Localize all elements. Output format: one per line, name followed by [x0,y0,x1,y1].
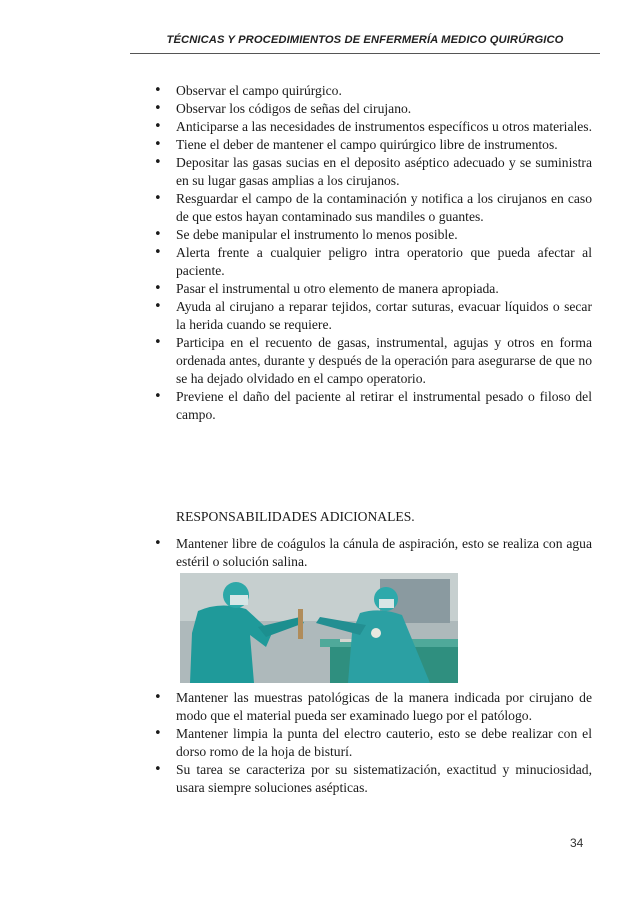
list-item: • Tiene el deber de mantener el campo quirúrgico libre de instrumentos. [150,136,592,154]
page-number: 34 [570,836,584,850]
list-item: • Observar los códigos de señas del cirujano. [150,100,592,118]
list-item: • Ayuda al cirujano a reparar tejidos, cortar suturas, evacuar líquidos o secar la herida cuando se requiere. [150,298,592,334]
photo-glove [371,628,381,638]
running-header: TÉCNICAS Y PROCEDIMIENTOS DE ENFERMERÍA MEDICO QUIRÚRGICO [166,34,564,46]
list-item: • Mantener las muestras patológicas de la manera indicada por cirujano de modo que el material pueda ser examinado luego por el patólogo. [150,689,592,725]
additional-list-continued [150,689,592,797]
duties-list [150,82,592,424]
list-item: • Resguardar el campo de la contaminación y notifica a los cirujanos en caso de que estos hayan contaminado sus mandiles o guantes. [150,190,592,226]
list-item: • Depositar las gasas sucias en el deposito aséptico adecuado y se suministra en su lugar gasas amplias a los cirujanos. [150,154,592,190]
list-item: • Participa en el recuento de gasas, instrumental, agujas y otros en forma ordenada antes, durante y después de la operación para asegurarse de que no se ha dejado olvidado en el campo operatorio. [150,334,592,388]
list-item: • Se debe manipular el instrumento lo menos posible. [150,226,592,244]
section-heading: RESPONSABILIDADES ADICIONALES. [176,509,415,524]
list-item: • Observar el campo quirúrgico. [150,82,592,100]
list-item: • Anticiparse a las necesidades de instrumentos específicos u otros materiales. [150,118,592,136]
header-rule [130,53,600,54]
list-item: • Alerta frente a cualquier peligro intra operatorio que pueda afectar al paciente. [150,244,592,280]
photo-illustration [180,573,458,683]
list-item: • Mantener limpia la punta del electro cauterio, esto se debe realizar con el dorso romo de la hoja de bisturí. [150,725,592,761]
photo-nurse-right-mask [379,599,394,608]
list-item: • Mantener libre de coágulos la cánula de aspiración, esto se realiza con agua estéril o solución salina. [150,535,592,571]
photo-instrument [298,609,303,639]
additional-list [150,535,592,571]
list-item: • Su tarea se caracteriza por su sistematización, exactitud y minuciosidad, usara siempre soluciones asépticas. [150,761,592,797]
photo-nurse-left-mask [230,595,248,605]
surgical-team-photo [180,573,458,683]
list-item: • Previene el daño del paciente al retirar el instrumental pesado o filoso del campo. [150,388,592,424]
list-item: • Pasar el instrumental u otro elemento de manera apropiada. [150,280,592,298]
